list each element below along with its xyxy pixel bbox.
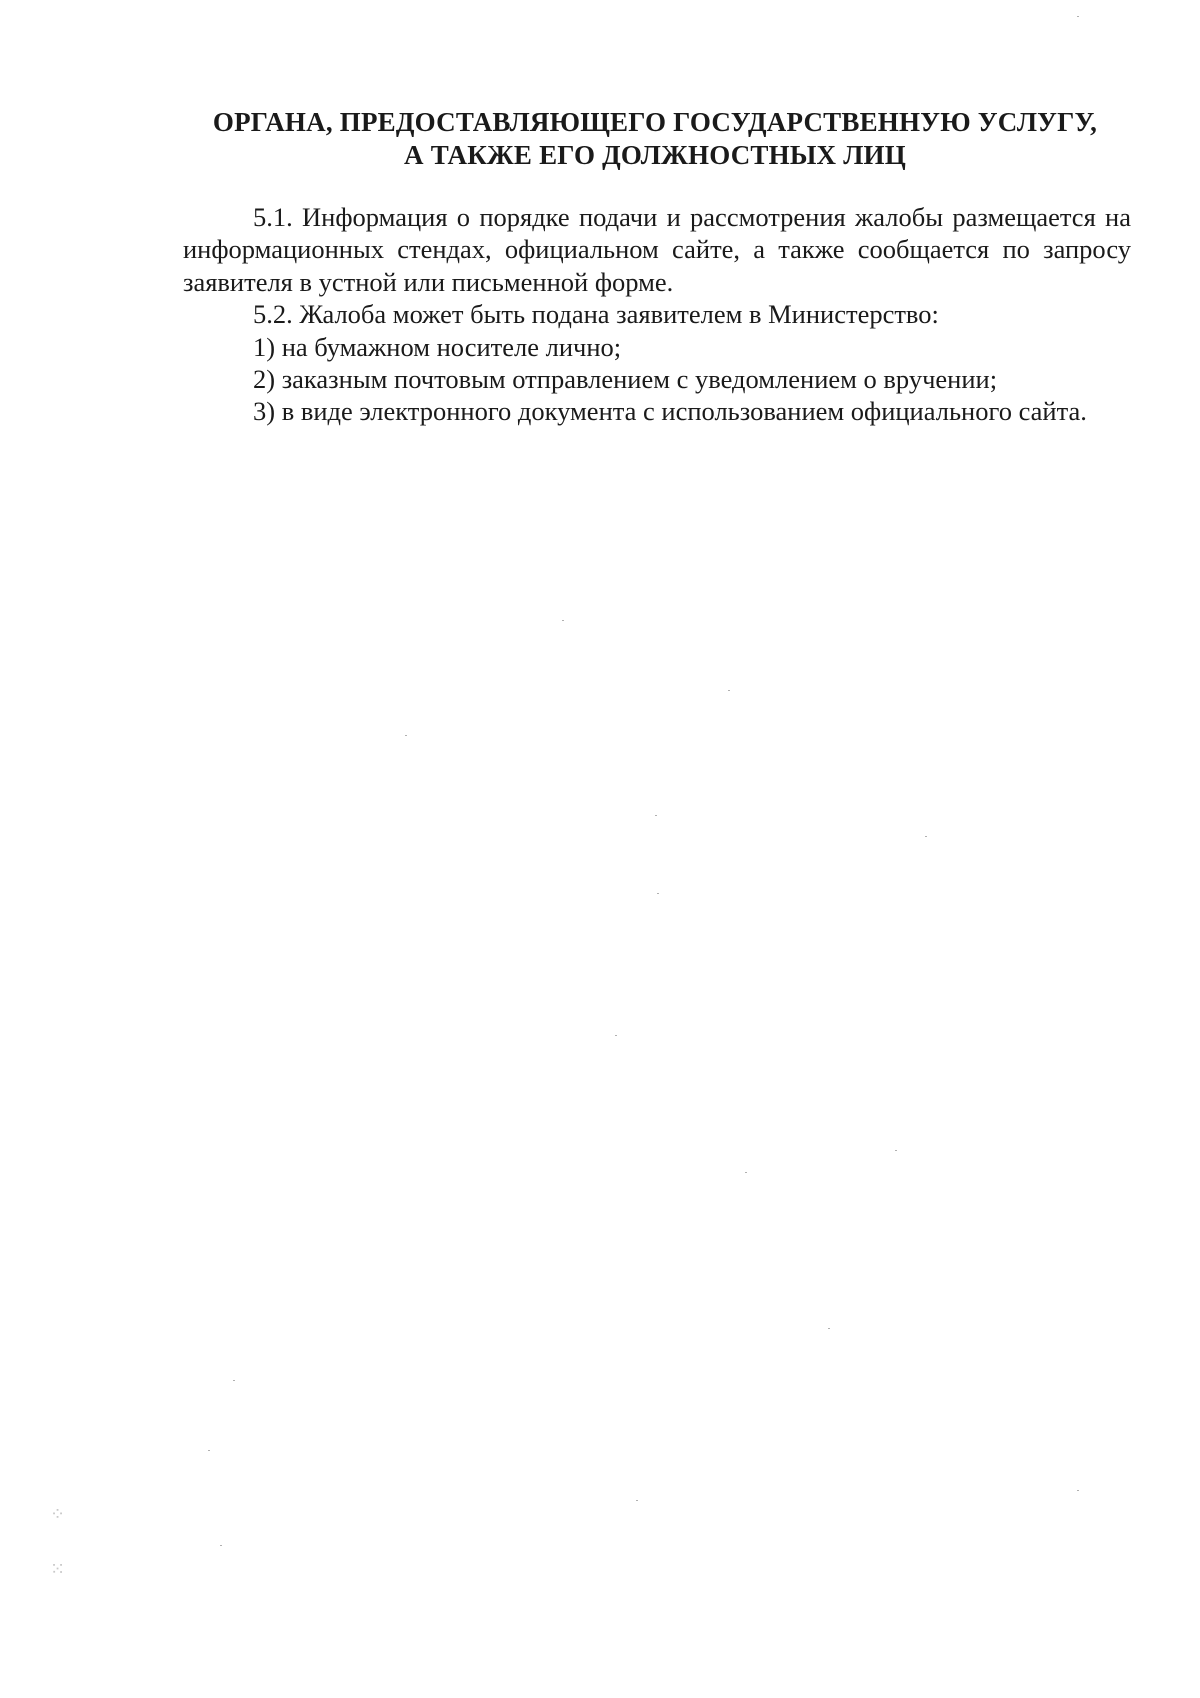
scan-speck <box>636 1500 638 1501</box>
scan-speck <box>1077 16 1079 17</box>
scan-speck <box>220 1545 222 1546</box>
scan-speck <box>615 1035 617 1036</box>
list-item-1: 1) на бумажном носителе лично; <box>253 331 622 362</box>
scan-speck <box>895 1150 897 1151</box>
scan-speck <box>1077 1490 1079 1491</box>
scan-speck <box>728 690 730 691</box>
scan-speck <box>925 836 927 837</box>
document-body <box>183 201 1131 428</box>
margin-scan-mark: ⁙ <box>50 1559 66 1579</box>
scan-speck <box>828 1328 830 1329</box>
scan-speck <box>405 735 407 736</box>
list-item-3: 3) в виде электронного документа с использованием официального сайта. <box>253 396 1087 427</box>
heading-line-1: ОРГАНА, ПРЕДОСТАВЛЯЮЩЕГО ГОСУДАРСТВЕННУЮ УСЛУГУ, <box>212 107 1098 137</box>
scan-speck <box>562 620 564 621</box>
margin-scan-mark: ⁘ <box>50 1504 66 1524</box>
heading-line-2: А ТАКЖЕ ЕГО ДОЛЖНОСТНЫХ ЛИЦ <box>404 140 906 170</box>
list-item-2: 2) заказным почтовым отправлением с уведомлением о вручении; <box>253 364 998 395</box>
paragraph-5-2: 5.2. Жалоба может быть подана заявителем в Министерство: <box>253 299 939 330</box>
scan-speck <box>233 1380 235 1381</box>
scan-speck <box>655 815 657 816</box>
paragraph-5-1: 5.1. Информация о порядке подачи и рассмотрения жалобы размещается на информационных стендах, официальном сайте, а также сообщается по запросу заявителя в устной или письменной форме. <box>183 202 1131 297</box>
section-heading <box>170 106 1140 172</box>
scan-speck <box>745 1172 747 1173</box>
scan-speck <box>208 1450 210 1451</box>
scan-speck <box>657 893 659 894</box>
